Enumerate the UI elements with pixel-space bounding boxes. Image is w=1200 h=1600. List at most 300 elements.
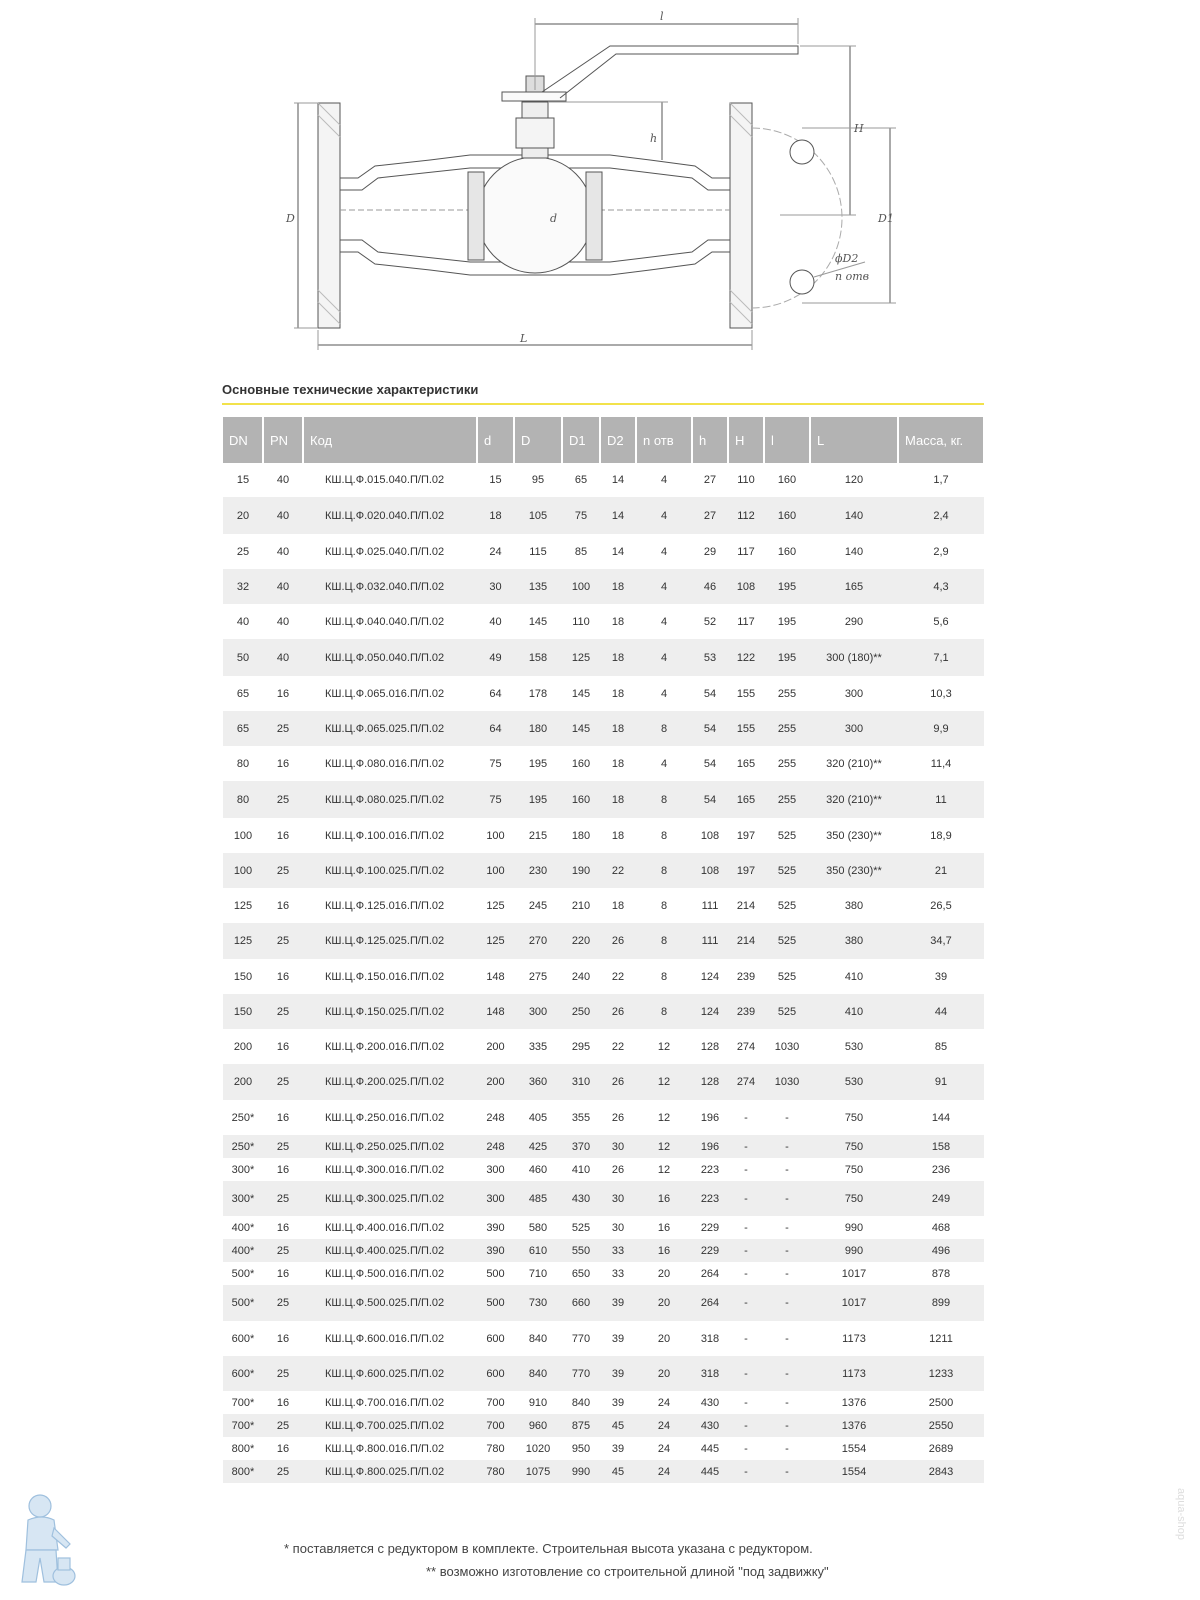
table-cell: 770 xyxy=(571,1332,591,1345)
table-cell: 1376 xyxy=(810,1414,898,1437)
valve-drawing xyxy=(280,0,920,370)
table-cell: 100 xyxy=(562,569,600,604)
table-cell: 75 xyxy=(562,497,600,534)
table-cell: КШ.Ц.Ф.040.040.П/П.02 xyxy=(325,615,445,628)
table-cell: 16 xyxy=(276,899,290,912)
table-cell: 600 xyxy=(477,1356,514,1391)
table-cell: 18 xyxy=(611,615,625,628)
table-cell: 4 xyxy=(660,615,668,628)
plumber-mascot-icon xyxy=(8,1488,78,1596)
table-cell: 14 xyxy=(611,545,625,558)
table-cell: 24 xyxy=(636,1414,692,1437)
table-cell: 18 xyxy=(600,711,636,746)
column-header: D1 xyxy=(562,417,600,463)
title-divider xyxy=(222,403,984,405)
table-cell: - xyxy=(785,1111,789,1124)
table-cell: 1030 xyxy=(774,1040,800,1053)
table-cell: КШ.Ц.Ф.020.040.П/П.02 xyxy=(303,497,477,534)
table-cell: 230 xyxy=(514,853,562,888)
table-cell: 110 xyxy=(737,474,755,486)
table-cell: 4 xyxy=(636,569,692,604)
table-cell: КШ.Ц.Ф.400.025.П/П.02 xyxy=(303,1239,477,1262)
table-row xyxy=(223,818,984,853)
table-cell: 249 xyxy=(898,1181,984,1216)
svg-text:aqua-shop: aqua-shop xyxy=(1175,1488,1187,1540)
table-cell: - xyxy=(764,1414,810,1437)
table-cell: 120 xyxy=(844,474,864,486)
column-header: D2 xyxy=(600,417,636,463)
column-header: H xyxy=(728,417,764,463)
dim-label-l-top: l xyxy=(660,10,664,23)
table-cell: 54 xyxy=(703,757,717,770)
table-cell: 600 xyxy=(486,1332,505,1345)
table-cell: 197 xyxy=(736,829,756,842)
section-title: Основные технические характеристики xyxy=(222,382,479,397)
table-cell: КШ.Ц.Ф.080.025.П/П.02 xyxy=(303,781,477,818)
table-cell: 108 xyxy=(692,853,728,888)
table-cell: 12 xyxy=(636,1064,692,1100)
table-cell: - xyxy=(728,1239,764,1262)
table-cell: 30 xyxy=(600,1181,636,1216)
table-cell: 700 xyxy=(477,1414,514,1437)
table-cell: 25 xyxy=(263,711,303,746)
table-row xyxy=(223,1158,984,1181)
table-cell: 350 (230)** xyxy=(810,853,898,888)
table-cell: 195 xyxy=(777,615,797,628)
table-cell: КШ.Ц.Ф.032.040.П/П.02 xyxy=(303,569,477,604)
footnote-reducer: * поставляется с редуктором в комплекте. Строительная высота указана с редуктором. xyxy=(284,1541,813,1556)
table-cell: КШ.Ц.Ф.300.025.П/П.02 xyxy=(303,1181,477,1216)
table-cell: 180 xyxy=(514,711,562,746)
footnote-gate-length: ** возможно изготовление со строительной длиной "под задвижку" xyxy=(426,1564,829,1579)
dim-label-h: h xyxy=(650,132,658,145)
table-cell: 500* xyxy=(231,1267,255,1280)
table-cell: 335 xyxy=(528,1040,548,1053)
table-cell: 117 xyxy=(737,545,755,558)
table-cell: 220 xyxy=(562,923,600,959)
table-cell: 11 xyxy=(898,781,984,818)
table-cell: 960 xyxy=(514,1414,562,1437)
table-cell: 26,5 xyxy=(930,899,952,912)
dim-label-D2: ϕD2 xyxy=(835,252,859,265)
table-row xyxy=(223,1135,984,1158)
table-cell: 16 xyxy=(636,1181,692,1216)
table-cell: 40 xyxy=(489,615,502,628)
table-cell: 910 xyxy=(528,1396,548,1409)
table-cell: 500 xyxy=(486,1267,505,1280)
dim-label-L: L xyxy=(520,332,528,345)
table-cell: 7,1 xyxy=(898,639,984,676)
table-cell: 318 xyxy=(700,1332,720,1345)
table-cell: 24 xyxy=(657,1442,671,1455)
table-cell: 840 xyxy=(571,1396,591,1409)
table-cell: 8 xyxy=(660,829,668,842)
table-cell: 24 xyxy=(657,1396,671,1409)
table-cell: 10,3 xyxy=(930,687,952,700)
table-cell: 878 xyxy=(931,1267,951,1280)
table-cell: - xyxy=(785,1332,789,1345)
table-cell: КШ.Ц.Ф.050.040.П/П.02 xyxy=(303,639,477,676)
table-cell: 300 xyxy=(514,994,562,1029)
table-cell: 195 xyxy=(514,781,562,818)
table-cell: 700 xyxy=(486,1396,505,1409)
table-cell: 145 xyxy=(571,687,591,700)
table-cell: 264 xyxy=(692,1285,728,1321)
table-cell: 128 xyxy=(700,1040,720,1053)
table-cell: 525 xyxy=(764,923,810,959)
table-cell: 200 xyxy=(223,1064,263,1100)
table-row xyxy=(223,1285,984,1321)
table-row xyxy=(223,534,984,569)
table-cell: 25 xyxy=(263,1285,303,1321)
table-cell: 700* xyxy=(231,1396,255,1409)
table-cell: 410 xyxy=(571,1163,591,1176)
table-cell: 91 xyxy=(898,1064,984,1100)
table-cell: - xyxy=(744,1221,748,1234)
column-header: n отв xyxy=(636,417,692,463)
table-cell: 124 xyxy=(700,970,720,983)
table-cell: КШ.Ц.Ф.500.016.П/П.02 xyxy=(325,1267,445,1280)
table-cell: 1017 xyxy=(841,1267,867,1280)
table-cell: 840 xyxy=(528,1332,548,1345)
table-cell: 990 xyxy=(810,1239,898,1262)
table-cell: 468 xyxy=(931,1221,951,1234)
table-cell: 140 xyxy=(810,497,898,534)
table-cell: - xyxy=(764,1460,810,1483)
column-header: Код xyxy=(303,417,477,463)
table-cell: 39 xyxy=(934,970,948,983)
table-cell: 8 xyxy=(636,711,692,746)
table-cell: КШ.Ц.Ф.300.016.П/П.02 xyxy=(325,1163,445,1176)
table-cell: 165 xyxy=(736,757,756,770)
table-cell: 4 xyxy=(660,545,668,558)
table-cell: 54 xyxy=(692,781,728,818)
table-cell: 178 xyxy=(528,687,548,700)
table-cell: 40 xyxy=(236,615,250,628)
table-cell: 750 xyxy=(844,1163,864,1176)
table-row xyxy=(223,923,984,959)
table-cell: КШ.Ц.Ф.150.025.П/П.02 xyxy=(303,994,477,1029)
table-cell: 12 xyxy=(657,1111,671,1124)
table-cell: 5,6 xyxy=(933,615,949,628)
table-cell: 30 xyxy=(600,1135,636,1158)
table-cell: 20 xyxy=(657,1267,671,1280)
table-cell: 950 xyxy=(571,1442,591,1455)
table-cell: 196 xyxy=(700,1111,720,1124)
table-row xyxy=(223,497,984,534)
table-cell: 190 xyxy=(562,853,600,888)
table-cell: 430 xyxy=(692,1414,728,1437)
table-cell: - xyxy=(728,1181,764,1216)
table-cell: 144 xyxy=(931,1111,951,1124)
table-cell: 195 xyxy=(528,757,548,770)
table-row xyxy=(223,639,984,676)
table-row xyxy=(223,1216,984,1239)
table-cell: 25 xyxy=(263,994,303,1029)
table-cell: 180 xyxy=(571,829,591,842)
table-cell: 27 xyxy=(703,474,717,486)
table-cell: 85 xyxy=(574,545,588,558)
table-cell: 2500 xyxy=(928,1396,954,1409)
table-cell: 100 xyxy=(486,829,505,842)
table-row xyxy=(223,1391,984,1414)
table-cell: 125 xyxy=(233,899,253,912)
table-cell: 264 xyxy=(700,1267,720,1280)
table-cell: 780 xyxy=(477,1460,514,1483)
table-cell: 25 xyxy=(263,1135,303,1158)
table-cell: 25 xyxy=(236,545,250,558)
table-cell: 20 xyxy=(223,497,263,534)
table-cell: 200 xyxy=(233,1040,253,1053)
table-cell: 780 xyxy=(486,1442,505,1455)
table-cell: 380 xyxy=(844,899,864,912)
table-cell: 148 xyxy=(486,970,505,983)
table-cell: 145 xyxy=(528,615,548,628)
table-cell: 25 xyxy=(263,1181,303,1216)
table-cell: 840 xyxy=(514,1356,562,1391)
table-cell: 16 xyxy=(276,1396,290,1409)
table-cell: 8 xyxy=(660,970,668,983)
table-cell: 128 xyxy=(692,1064,728,1100)
table-cell: 117 xyxy=(737,615,755,628)
table-cell: 125 xyxy=(223,923,263,959)
table-cell: 53 xyxy=(692,639,728,676)
table-cell: - xyxy=(785,1267,789,1280)
table-cell: 250* xyxy=(223,1135,263,1158)
table-cell: 30 xyxy=(611,1221,625,1234)
table-cell: 18 xyxy=(611,687,625,700)
table-row xyxy=(223,1321,984,1356)
table-cell: 8 xyxy=(636,781,692,818)
table-cell: 750 xyxy=(844,1111,864,1124)
table-cell: 39 xyxy=(611,1332,625,1345)
table-cell: КШ.Ц.Ф.250.025.П/П.02 xyxy=(303,1135,477,1158)
table-cell: 274 xyxy=(728,1064,764,1100)
table-cell: 111 xyxy=(692,923,728,959)
table-cell: 525 xyxy=(777,829,797,842)
table-cell: - xyxy=(785,1442,789,1455)
table-cell: 1233 xyxy=(898,1356,984,1391)
table-cell: 496 xyxy=(898,1239,984,1262)
table-cell: 660 xyxy=(562,1285,600,1321)
table-cell: - xyxy=(744,1396,748,1409)
table-row xyxy=(223,1262,984,1285)
table-cell: 8 xyxy=(636,923,692,959)
table-cell: - xyxy=(764,1285,810,1321)
table-cell: 26 xyxy=(611,1163,625,1176)
table-cell: 75 xyxy=(477,781,514,818)
table-cell: 125 xyxy=(562,639,600,676)
table-cell: 40 xyxy=(276,474,290,486)
table-cell: 16 xyxy=(276,1040,290,1053)
table-cell: 40 xyxy=(276,615,290,628)
table-cell: 300 xyxy=(486,1163,505,1176)
table-cell: 115 xyxy=(529,545,547,558)
table-cell: 236 xyxy=(931,1163,951,1176)
table-cell: 239 xyxy=(728,994,764,1029)
table-cell: КШ.Ц.Ф.200.016.П/П.02 xyxy=(325,1040,445,1053)
table-row xyxy=(223,959,984,994)
table-cell: 18 xyxy=(611,757,625,770)
table-cell: 26 xyxy=(600,923,636,959)
table-cell: 390 xyxy=(477,1239,514,1262)
table-cell: 160 xyxy=(764,497,810,534)
table-cell: 525 xyxy=(764,853,810,888)
dim-label-D1: D1 xyxy=(878,212,894,225)
table-cell: КШ.Ц.Ф.600.025.П/П.02 xyxy=(303,1356,477,1391)
table-cell: 223 xyxy=(692,1181,728,1216)
table-cell: 25 xyxy=(263,1460,303,1483)
table-cell: 1173 xyxy=(842,1332,866,1345)
table-cell: 1020 xyxy=(525,1442,551,1455)
table-cell: КШ.Ц.Ф.200.025.П/П.02 xyxy=(303,1064,477,1100)
table-cell: 200 xyxy=(486,1040,505,1053)
table-cell: 140 xyxy=(844,545,864,558)
table-cell: - xyxy=(744,1163,748,1176)
table-cell: - xyxy=(728,1414,764,1437)
table-cell: 255 xyxy=(777,757,797,770)
table-cell: 500 xyxy=(477,1285,514,1321)
table-cell: 155 xyxy=(736,687,756,700)
table-cell: 40 xyxy=(263,497,303,534)
table-cell: 229 xyxy=(692,1239,728,1262)
table-cell: КШ.Ц.Ф.100.016.П/П.02 xyxy=(325,829,445,842)
table-cell: 25 xyxy=(263,1414,303,1437)
table-cell: 145 xyxy=(562,711,600,746)
table-cell: 25 xyxy=(263,923,303,959)
table-row xyxy=(223,994,984,1029)
table-cell: 1173 xyxy=(810,1356,898,1391)
table-cell: 50 xyxy=(223,639,263,676)
table-cell: 4 xyxy=(660,474,668,486)
table-cell: 300* xyxy=(231,1163,255,1176)
table-cell: 33 xyxy=(611,1267,625,1280)
table-cell: 600* xyxy=(231,1332,255,1345)
table-cell: 158 xyxy=(898,1135,984,1158)
table-row xyxy=(223,1100,984,1135)
table-cell: - xyxy=(728,1460,764,1483)
table-cell: - xyxy=(764,1181,810,1216)
table-cell: 485 xyxy=(514,1181,562,1216)
table-cell: 14 xyxy=(600,497,636,534)
table-row xyxy=(223,1414,984,1437)
table-cell: 1554 xyxy=(810,1460,898,1483)
table-cell: 40 xyxy=(263,639,303,676)
table-cell: 25 xyxy=(263,781,303,818)
table-cell: 4 xyxy=(660,687,668,700)
site-watermark xyxy=(1164,1480,1194,1590)
table-cell: 290 xyxy=(844,615,864,628)
table-cell: 45 xyxy=(600,1414,636,1437)
table-cell: - xyxy=(744,1442,748,1455)
table-cell: 18 xyxy=(611,899,625,912)
table-cell: 250 xyxy=(562,994,600,1029)
table-cell: 21 xyxy=(898,853,984,888)
table-cell: КШ.Ц.Ф.065.016.П/П.02 xyxy=(325,687,445,700)
table-cell: 160 xyxy=(777,474,797,486)
table-cell: 355 xyxy=(571,1111,591,1124)
table-cell: 320 (210)** xyxy=(826,757,882,770)
column-header: DN xyxy=(223,417,263,463)
table-cell: 530 xyxy=(810,1064,898,1100)
table-cell: 16 xyxy=(657,1221,671,1234)
table-cell: 550 xyxy=(562,1239,600,1262)
table-row xyxy=(223,746,984,781)
table-cell: 100 xyxy=(223,853,263,888)
table-cell: 300* xyxy=(223,1181,263,1216)
table-cell: 1554 xyxy=(841,1442,867,1455)
table-cell: 125 xyxy=(477,923,514,959)
table-cell: 197 xyxy=(728,853,764,888)
table-cell: 4,3 xyxy=(898,569,984,604)
table-cell: 4 xyxy=(636,497,692,534)
table-cell: 248 xyxy=(477,1135,514,1158)
table-cell: 16 xyxy=(276,1442,290,1455)
table-cell: 300 xyxy=(844,687,864,700)
table-cell: 610 xyxy=(514,1239,562,1262)
table-cell: 29 xyxy=(703,545,717,558)
table-cell: 215 xyxy=(528,829,548,842)
table-cell: - xyxy=(728,1356,764,1391)
column-header: h xyxy=(692,417,728,463)
table-cell: 320 (210)** xyxy=(810,781,898,818)
table-cell: 770 xyxy=(562,1356,600,1391)
table-cell: 64 xyxy=(477,711,514,746)
table-cell: 195 xyxy=(764,569,810,604)
table-cell: 15 xyxy=(489,474,502,486)
table-cell: 1211 xyxy=(929,1332,953,1345)
table-cell: КШ.Ц.Ф.600.016.П/П.02 xyxy=(325,1332,445,1345)
table-cell: 2843 xyxy=(898,1460,984,1483)
table-cell: 400* xyxy=(231,1221,255,1234)
table-cell: 310 xyxy=(562,1064,600,1100)
table-cell: 525 xyxy=(777,970,797,983)
table-cell: 25 xyxy=(263,1064,303,1100)
dim-label-n-holes: n отв xyxy=(835,270,870,283)
table-cell: 248 xyxy=(486,1111,505,1124)
table-cell: 40 xyxy=(276,545,290,558)
table-header-row xyxy=(223,417,984,463)
table-cell: 300 xyxy=(477,1181,514,1216)
table-cell: 245 xyxy=(528,899,548,912)
table-cell: 100 xyxy=(477,853,514,888)
table-cell: КШ.Ц.Ф.065.025.П/П.02 xyxy=(303,711,477,746)
table-cell: 1017 xyxy=(810,1285,898,1321)
table-cell: - xyxy=(744,1111,748,1124)
table-cell: 124 xyxy=(692,994,728,1029)
table-cell: 24 xyxy=(636,1460,692,1483)
table-cell: 700* xyxy=(223,1414,263,1437)
table-cell: 16 xyxy=(276,1111,290,1124)
table-cell: 1075 xyxy=(514,1460,562,1483)
table-cell: 64 xyxy=(489,687,502,700)
table-cell: КШ.Ц.Ф.125.025.П/П.02 xyxy=(303,923,477,959)
table-row xyxy=(223,1239,984,1262)
table-cell: 360 xyxy=(514,1064,562,1100)
table-cell: 2,9 xyxy=(933,545,949,558)
column-header: l xyxy=(764,417,810,463)
table-cell: 100 xyxy=(233,829,253,842)
table-cell: 26 xyxy=(600,1064,636,1100)
table-cell: 32 xyxy=(223,569,263,604)
table-cell: 52 xyxy=(703,615,717,628)
table-cell: 229 xyxy=(700,1221,720,1234)
table-cell: 25 xyxy=(263,853,303,888)
table-cell: 105 xyxy=(514,497,562,534)
table-cell: 26 xyxy=(600,994,636,1029)
table-row xyxy=(223,853,984,888)
table-cell: КШ.Ц.Ф.700.025.П/П.02 xyxy=(303,1414,477,1437)
